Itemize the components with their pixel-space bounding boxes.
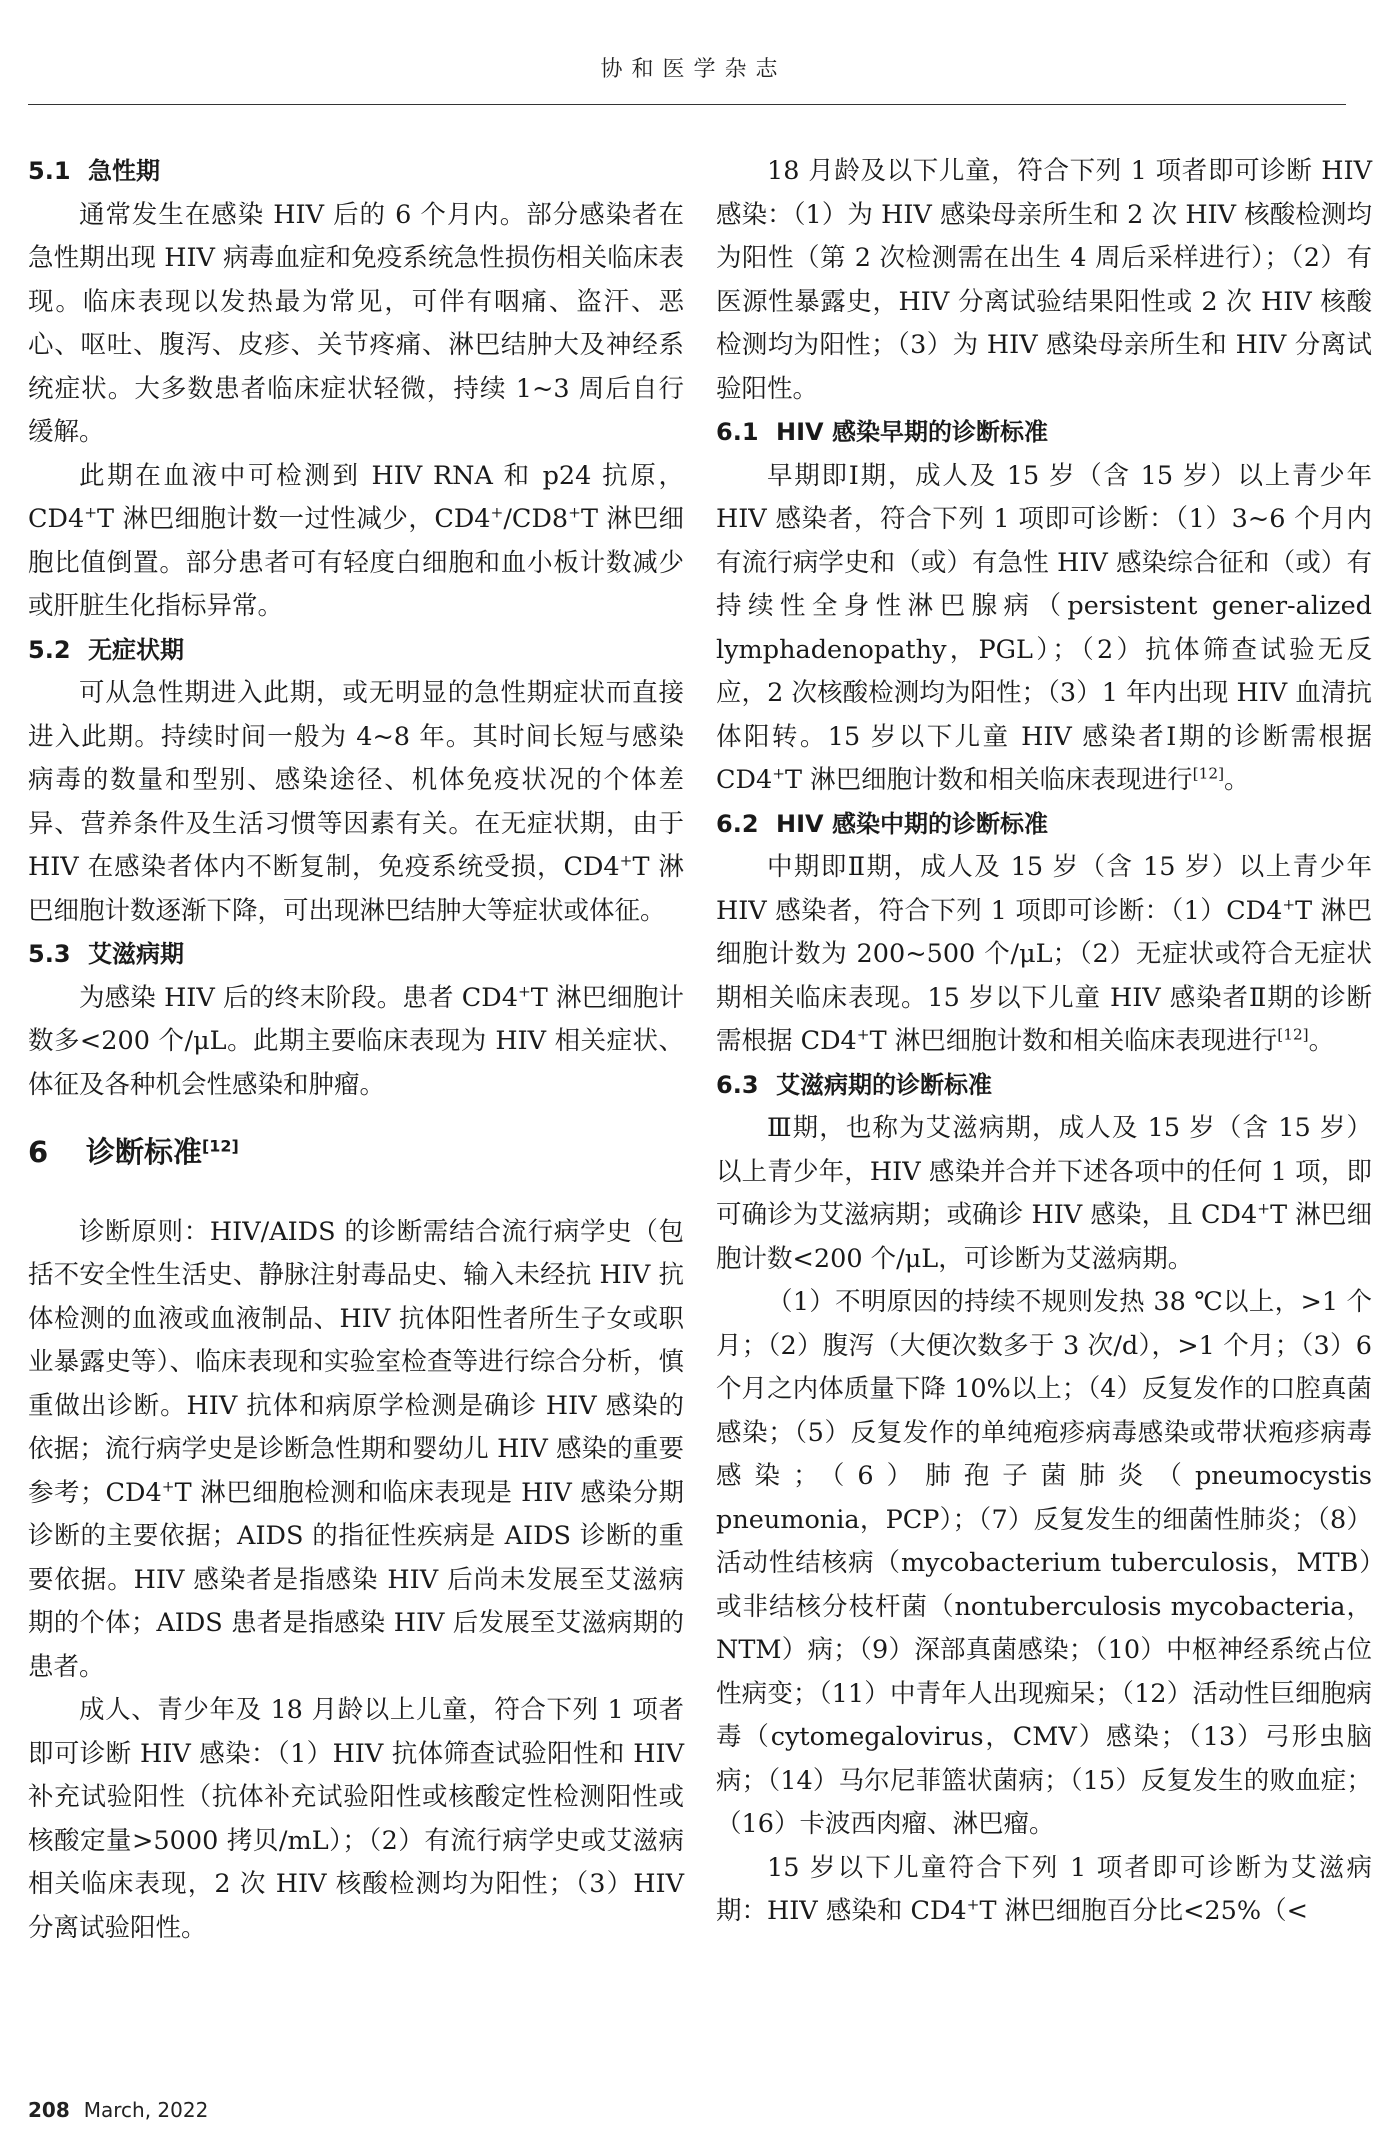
section-title: HIV 感染中期的诊断标准 [776, 809, 1048, 838]
section-number: 6.3 [716, 1070, 759, 1099]
paragraph: 为感染 HIV 后的终末阶段。患者 CD4+T 淋巴细胞计数多<200 个/μL。此期主要临床表现为 HIV 相关症状、体征及各种机会性感染和肿瘤。 [28, 982, 684, 1100]
paragraph: 通常发生在感染 HIV 后的 6 个月内。部分感染者在急性期出现 HIV 病毒血症和免疫系统急性损伤相关临床表现。临床表现以发热最为常见，可伴有咽痛、盗汗、恶心、呕吐、腹泻、皮疹、关节疼痛、淋巴结肿大及神经系统症状。大多数患者临床症状轻微，持续 1~3 周后自行缓解。 [28, 199, 684, 447]
section-heading-6 [28, 1131, 684, 1175]
section-title: 无症状期 [88, 635, 184, 664]
citation: [12] [1192, 764, 1225, 783]
paragraph: 中期即Ⅱ期，成人及 15 岁（含 15 岁）以上青少年 HIV 感染者，符合下列 1 项即可诊断：（1）CD4+T 淋巴细胞计数为 200~500 个/μL；（2）无症状或符合无症状期相关临床表现。15 岁以下儿童 HIV 感染者Ⅱ期的诊断需根据 CD4+T 淋巴细胞计数和相关临床表现进行[12]。 [716, 852, 1372, 1056]
section-number: 6.1 [716, 418, 759, 446]
paragraph: 可从急性期进入此期，或无明显的急性期症状而直接进入此期。持续时间一般为 4~8 年。其时间长短与感染病毒的数量和型别、感染途径、机体免疫状况的个体差异、营养条件及生活习惯等因素有关。在无症状期，由于 HIV 在感染者体内不断复制，免疫系统受损，CD4+T 淋巴细胞计数逐渐下降，可出现淋巴结肿大等症状或体征。 [28, 678, 684, 926]
section-number: 6 [28, 1135, 49, 1169]
section-heading-5-1 [28, 150, 684, 194]
paragraph: 15 岁以下儿童符合下列 1 项者即可诊断为艾滋病期：HIV 感染和 CD4+T 淋巴细胞百分比<25%（< [716, 1852, 1372, 1926]
section-title: 艾滋病期的诊断标准 [776, 1070, 992, 1099]
right-column [716, 150, 1372, 1934]
paragraph: 18 月龄及以下儿童，符合下列 1 项者即可诊断 HIV 感染：（1）为 HIV 感染母亲所生和 2 次 HIV 核酸检测均为阳性（第 2 次检测需在出生 4 周后采样进行）；（2）有医源性暴露史，HIV 分离试验结果阳性或 2 次 HIV 核酸检测均为阳性；（3）为 HIV 感染母亲所生和 HIV 分离试验阳性。 [716, 156, 1372, 404]
section-title: HIV 感染早期的诊断标准 [776, 418, 1048, 446]
paragraph: 早期即Ⅰ期，成人及 15 岁（含 15 岁）以上青少年 HIV 感染者，符合下列 1 项即可诊断：（1）3~6 个月内有流行病学史和（或）有急性 HIV 感染综合征和（或）有持续性全身性淋巴腺病（persistent gener-alized lymphadenopathy，PGL）；（2）抗体筛查试验无反应，2 次核酸检测均为阳性；（3）1 年内出现 HIV 血清抗体阳转。15 岁以下儿童 HIV 感染者Ⅰ期的诊断需根据 CD4+T 淋巴细胞计数和相关临床表现进行[12]。 [716, 460, 1372, 795]
section-heading-6-3 [716, 1064, 1372, 1108]
paragraph: 诊断原则：HIV/AIDS 的诊断需结合流行病学史（包括不安全性生活史、静脉注射毒品史、输入未经抗 HIV 抗体检测的血液或血液制品、HIV 抗体阳性者所生子女或职业暴露史等）、临床表现和实验室检查等进行综合分析，慎重做出诊断。HIV 抗体和病原学检测是确诊 HIV 感染的依据；流行病学史是诊断急性期和婴幼儿 HIV 感染的重要参考；CD4+T 淋巴细胞检测和临床表现是 HIV 感染分期诊断的主要依据；AIDS 的指征性疾病是 AIDS 诊断的重要依据。HIV 感染者是指感染 HIV 后尚未发展至艾滋病期的个体；AIDS 患者是指感染 HIV 后发展至艾滋病期的患者。 [28, 1216, 684, 1682]
paragraph: （1）不明原因的持续不规则发热 38 ℃以上，>1 个月；（2）腹泻（大便次数多于 3 次/d），>1 个月；（3）6 个月之内体质量下降 10%以上；（4）反复发作的口腔真菌感染；（5）反复发作的单纯疱疹病毒感染或带状疱疹病毒感染；（6）肺孢子菌肺炎（pneumocystis pneumonia，PCP）；（7）反复发生的细菌性肺炎；（8）活动性结核病（mycobacterium tuberculosis，MTB）或非结核分枝杆菌（nontuberculosis mycobacteria，NTM）病；（9）深部真菌感染；（10）中枢神经系统占位性病变；（11）中青年人出现痴呆；（12）活动性巨细胞病毒（cytomegalovirus，CMV）感染；（13）弓形虫脑病；（14）马尔尼菲篮状菌病；（15）反复发生的败血症；（16）卡波西肉瘤、淋巴瘤。 [716, 1287, 1372, 1839]
section-number: 6.2 [716, 809, 759, 838]
paragraph: Ⅲ期，也称为艾滋病期，成人及 15 岁（含 15 岁）以上青少年，HIV 感染并合并下述各项中的任何 1 项，即可确诊为艾滋病期；或确诊 HIV 感染，且 CD4+T 淋巴细胞计数<200 个/μL，可诊断为艾滋病期。 [716, 1113, 1372, 1274]
left-column [28, 150, 684, 1950]
section-number: 5.1 [28, 157, 71, 185]
section-heading-6-2 [716, 803, 1372, 847]
section-number: 5.2 [28, 635, 71, 664]
section-number: 5.3 [28, 940, 71, 968]
journal-header: 协和医学杂志 [600, 57, 787, 82]
issue-date: March, 2022 [83, 2098, 209, 2122]
paragraph: 成人、青少年及 18 月龄以上儿童，符合下列 1 项者即可诊断 HIV 感染：（1）HIV 抗体筛查试验阳性和 HIV 补充试验阳性（抗体补充试验阳性或核酸定性检测阳性或核酸定量>5000 拷贝/mL）；（2）有流行病学史或艾滋病相关临床表现，2 次 HIV 核酸检测均为阳性；（3）HIV 分离试验阳性。 [28, 1695, 684, 1943]
section-heading-5-3 [28, 933, 684, 977]
page-footer [28, 2098, 208, 2122]
page-number: 208 [28, 2098, 70, 2122]
section-heading-6-1 [716, 411, 1372, 455]
section-title: 艾滋病期 [88, 940, 184, 968]
citation: [12] [1277, 1025, 1309, 1044]
section-title: 急性期 [88, 157, 160, 185]
citation: [12] [202, 1136, 239, 1156]
section-heading-5-2 [28, 629, 684, 673]
paragraph: 此期在血液中可检测到 HIV RNA 和 p24 抗原，CD4+T 淋巴细胞计数一过性减少，CD4+/CD8+T 淋巴细胞比值倒置。部分患者可有轻度白细胞和血小板计数减少或肝脏生化指标异常。 [28, 460, 684, 621]
section-title: 诊断标准 [86, 1135, 203, 1169]
header-divider [28, 104, 1346, 105]
